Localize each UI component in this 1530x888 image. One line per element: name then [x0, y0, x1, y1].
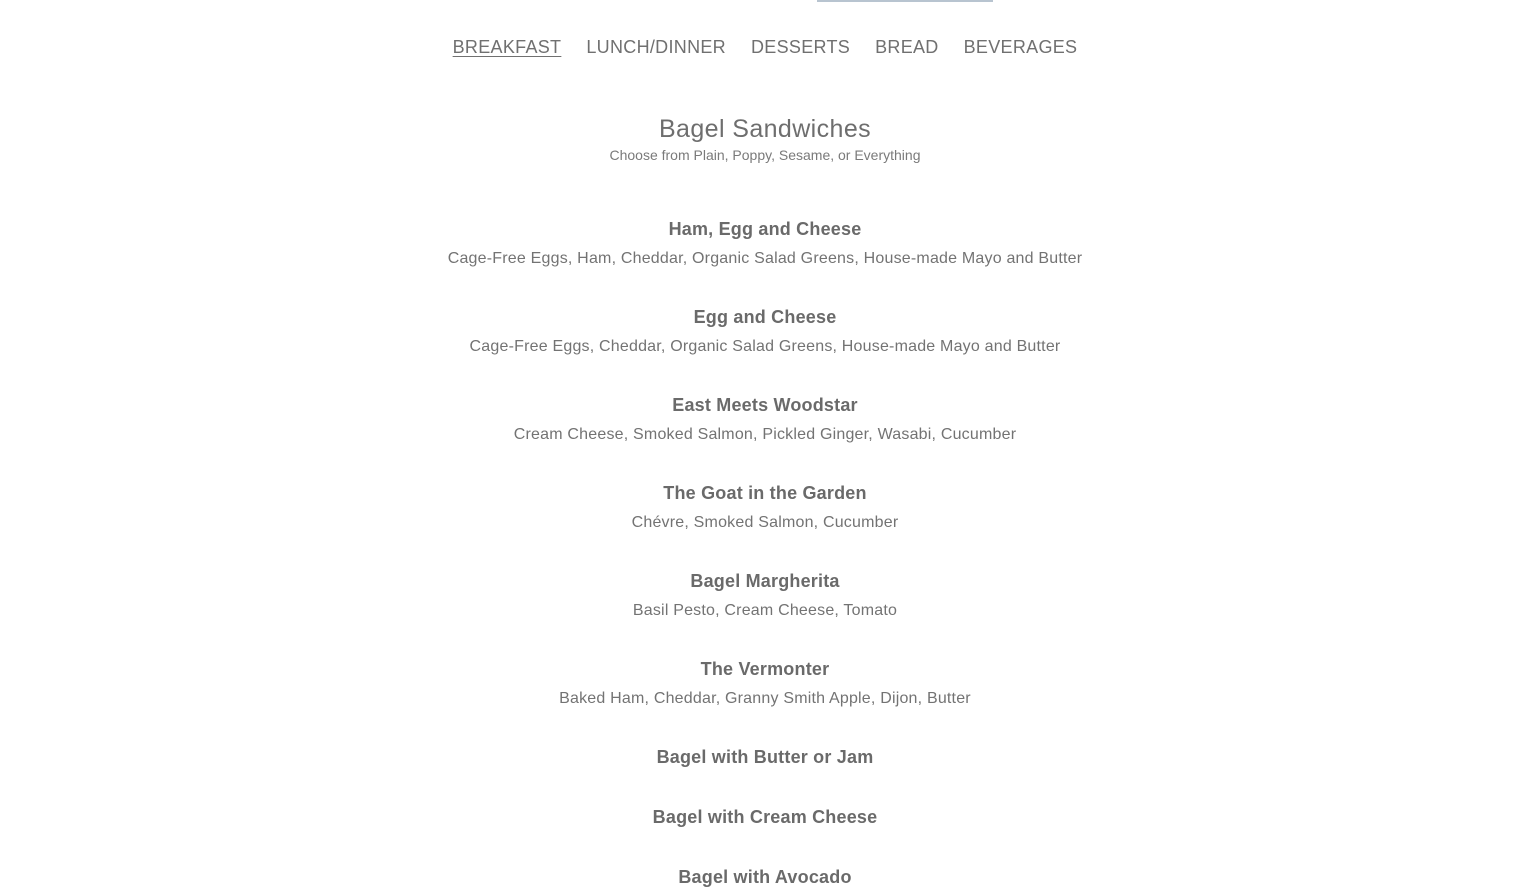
section-subtitle: Choose from Plain, Poppy, Sesame, or Everything	[609, 147, 921, 163]
menu-item-description: Baked Ham, Cheddar, Granny Smith Apple, Dijon, Butter	[559, 690, 971, 707]
section-title: Bagel Sandwiches	[658, 115, 872, 143]
menu-item	[0, 744, 1530, 804]
menu-item-description: Cage-Free Eggs, Ham, Cheddar, Organic Salad Greens, House-made Mayo and Butter	[447, 250, 1083, 267]
menu-item	[0, 216, 1530, 304]
menu-item-name: Bagel with Avocado	[678, 867, 852, 887]
menu-item	[0, 656, 1530, 744]
menu-item	[0, 392, 1530, 480]
menu-item-description: Cream Cheese, Smoked Salmon, Pickled Ginger, Wasabi, Cucumber	[513, 426, 1017, 443]
menu-item	[0, 480, 1530, 568]
menu-item-description: Chévre, Smoked Salmon, Cucumber	[631, 514, 899, 531]
menu-items-list	[0, 216, 1530, 888]
menu-tabs	[0, 34, 1530, 60]
menu-item-name: Bagel with Butter or Jam	[656, 747, 874, 767]
menu-item-name: The Goat in the Garden	[663, 483, 867, 503]
tab-desserts[interactable]: DESSERTS	[750, 37, 851, 57]
menu-item-name: Ham, Egg and Cheese	[668, 219, 862, 239]
menu-item-description: Cage-Free Eggs, Cheddar, Organic Salad Greens, House-made Mayo and Butter	[469, 338, 1061, 355]
tab-lunch-dinner[interactable]: LUNCH/DINNER	[586, 37, 726, 57]
menu-item	[0, 304, 1530, 392]
menu-item	[0, 568, 1530, 656]
menu-item-description: Basil Pesto, Cream Cheese, Tomato	[632, 602, 898, 619]
menu-item	[0, 804, 1530, 864]
menu-item-name: Bagel with Cream Cheese	[652, 807, 878, 827]
tab-beverages[interactable]: BEVERAGES	[963, 37, 1078, 57]
menu-item-name: The Vermonter	[700, 659, 830, 679]
menu-item-name: Bagel Margherita	[690, 571, 840, 591]
tab-breakfast[interactable]: BREAKFAST	[452, 37, 562, 57]
menu-item	[0, 864, 1530, 888]
top-accent-line	[817, 0, 993, 2]
menu-item-name: Egg and Cheese	[693, 307, 837, 327]
menu-item-name: East Meets Woodstar	[672, 395, 858, 415]
section-header	[0, 113, 1530, 164]
tab-bread[interactable]: BREAD	[875, 37, 939, 57]
